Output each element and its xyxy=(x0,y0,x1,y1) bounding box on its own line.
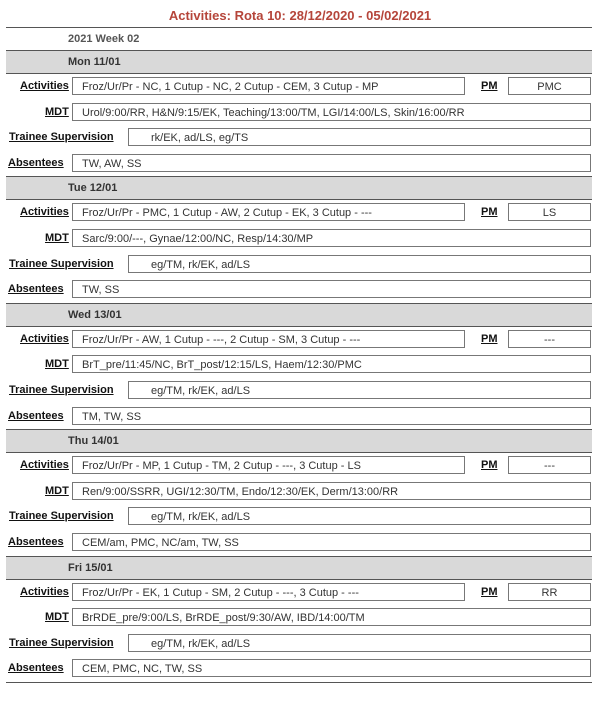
activities-row xyxy=(6,200,592,226)
pm-value: PMC xyxy=(508,77,591,95)
activities-value: Froz/Ur/Pr - EK, 1 Cutup - SM, 2 Cutup - ---, 3 Cutup - --- xyxy=(72,583,465,601)
mdt-label[interactable]: MDT xyxy=(45,484,69,497)
trainee-supervision-value: eg/TM, rk/EK, ad/LS xyxy=(128,255,591,273)
day-header: Tue 12/01 xyxy=(6,176,592,200)
activities-label[interactable]: Activities xyxy=(20,459,69,472)
activities-value: Froz/Ur/Pr - PMC, 1 Cutup - AW, 2 Cutup - EK, 3 Cutup - --- xyxy=(72,203,465,221)
absentees-row xyxy=(6,656,592,682)
absentees-label[interactable]: Absentees xyxy=(8,662,64,675)
activities-label[interactable]: Activities xyxy=(20,80,69,92)
day-block xyxy=(6,429,592,555)
trainee-supervision-label[interactable]: Trainee Supervision xyxy=(9,510,114,523)
bottom-divider xyxy=(6,682,592,683)
day-header: Fri 15/01 xyxy=(6,556,592,580)
trainee-supervision-value: eg/TM, rk/EK, ad/LS xyxy=(128,507,591,525)
activities-row xyxy=(6,453,592,479)
absentees-value: TW, AW, SS xyxy=(72,154,591,172)
mdt-row xyxy=(6,605,592,631)
mdt-row xyxy=(6,100,592,126)
absentees-row xyxy=(6,530,592,556)
pm-label[interactable]: PM xyxy=(481,206,498,219)
pm-label[interactable]: PM xyxy=(481,459,498,472)
activities-label[interactable]: Activities xyxy=(20,206,69,219)
pm-label[interactable]: PM xyxy=(481,585,498,598)
day-block xyxy=(6,50,592,176)
mdt-label[interactable]: MDT xyxy=(45,358,69,371)
trainee-supervision-value: rk/EK, ad/LS, eg/TS xyxy=(128,128,591,146)
trainee-row xyxy=(6,378,592,404)
trainee-supervision-label[interactable]: Trainee Supervision xyxy=(9,131,114,144)
pm-label[interactable]: PM xyxy=(481,332,498,345)
activities-row xyxy=(6,580,592,606)
absentees-label[interactable]: Absentees xyxy=(8,409,64,422)
activities-value: Froz/Ur/Pr - AW, 1 Cutup - ---, 2 Cutup - SM, 3 Cutup - --- xyxy=(72,330,465,348)
absentees-value: TW, SS xyxy=(72,280,591,298)
trainee-supervision-label[interactable]: Trainee Supervision xyxy=(9,257,114,270)
day-block xyxy=(6,303,592,429)
trainee-supervision-value: eg/TM, rk/EK, ad/LS xyxy=(128,634,591,652)
absentees-row xyxy=(6,404,592,430)
absentees-value: TM, TW, SS xyxy=(72,407,591,425)
mdt-label[interactable]: MDT xyxy=(45,105,69,118)
activities-value: Froz/Ur/Pr - NC, 1 Cutup - NC, 2 Cutup - CEM, 3 Cutup - MP xyxy=(72,77,465,95)
mdt-value: Ren/9:00/SSRR, UGI/12:30/TM, Endo/12:30/EK, Derm/13:00/RR xyxy=(72,482,591,500)
day-header: Mon 11/01 xyxy=(6,50,592,74)
week-label: 2021 Week 02 xyxy=(6,27,592,50)
day-block xyxy=(6,176,592,302)
rota-title: Activities: Rota 10: 28/12/2020 - 05/02/2021 xyxy=(168,8,432,23)
mdt-row xyxy=(6,479,592,505)
trainee-row xyxy=(6,252,592,278)
mdt-row xyxy=(6,352,592,378)
mdt-value: BrRDE_pre/9:00/LS, BrRDE_post/9:30/AW, IBD/14:00/TM xyxy=(72,608,591,626)
absentees-row xyxy=(6,151,592,177)
absentees-label[interactable]: Absentees xyxy=(8,283,64,296)
mdt-row xyxy=(6,226,592,252)
mdt-value: Urol/9:00/RR, H&N/9:15/EK, Teaching/13:00/TM, LGI/14:00/LS, Skin/16:00/RR xyxy=(72,103,591,121)
absentees-label[interactable]: Absentees xyxy=(8,535,64,548)
trainee-supervision-label[interactable]: Trainee Supervision xyxy=(9,383,114,396)
pm-label[interactable]: PM xyxy=(481,80,498,92)
trainee-supervision-label[interactable]: Trainee Supervision xyxy=(9,636,114,649)
absentees-value: CEM/am, PMC, NC/am, TW, SS xyxy=(72,533,591,551)
absentees-value: CEM, PMC, NC, TW, SS xyxy=(72,659,591,677)
activities-value: Froz/Ur/Pr - MP, 1 Cutup - TM, 2 Cutup - ---, 3 Cutup - LS xyxy=(72,456,465,474)
activities-label[interactable]: Activities xyxy=(20,585,69,598)
day-block xyxy=(6,556,592,682)
activities-row xyxy=(6,327,592,353)
trainee-row xyxy=(6,504,592,530)
day-header: Wed 13/01 xyxy=(6,303,592,327)
trainee-supervision-value: eg/TM, rk/EK, ad/LS xyxy=(128,381,591,399)
absentees-label[interactable]: Absentees xyxy=(8,156,64,169)
trainee-row xyxy=(6,631,592,657)
day-list xyxy=(6,50,592,682)
absentees-row xyxy=(6,277,592,303)
pm-value: --- xyxy=(508,330,591,348)
mdt-label[interactable]: MDT xyxy=(45,231,69,244)
activities-label[interactable]: Activities xyxy=(20,332,69,345)
mdt-value: BrT_pre/11:45/NC, BrT_post/12:15/LS, Haem/12:30/PMC xyxy=(72,355,591,373)
rota-sheet xyxy=(6,27,592,683)
pm-value: LS xyxy=(508,203,591,221)
activities-row xyxy=(6,74,592,100)
mdt-value: Sarc/9:00/---, Gynae/12:00/NC, Resp/14:30/MP xyxy=(72,229,591,247)
mdt-label[interactable]: MDT xyxy=(45,611,69,624)
trainee-row xyxy=(6,125,592,151)
day-header: Thu 14/01 xyxy=(6,429,592,453)
pm-value: --- xyxy=(508,456,591,474)
pm-value: RR xyxy=(508,583,591,601)
